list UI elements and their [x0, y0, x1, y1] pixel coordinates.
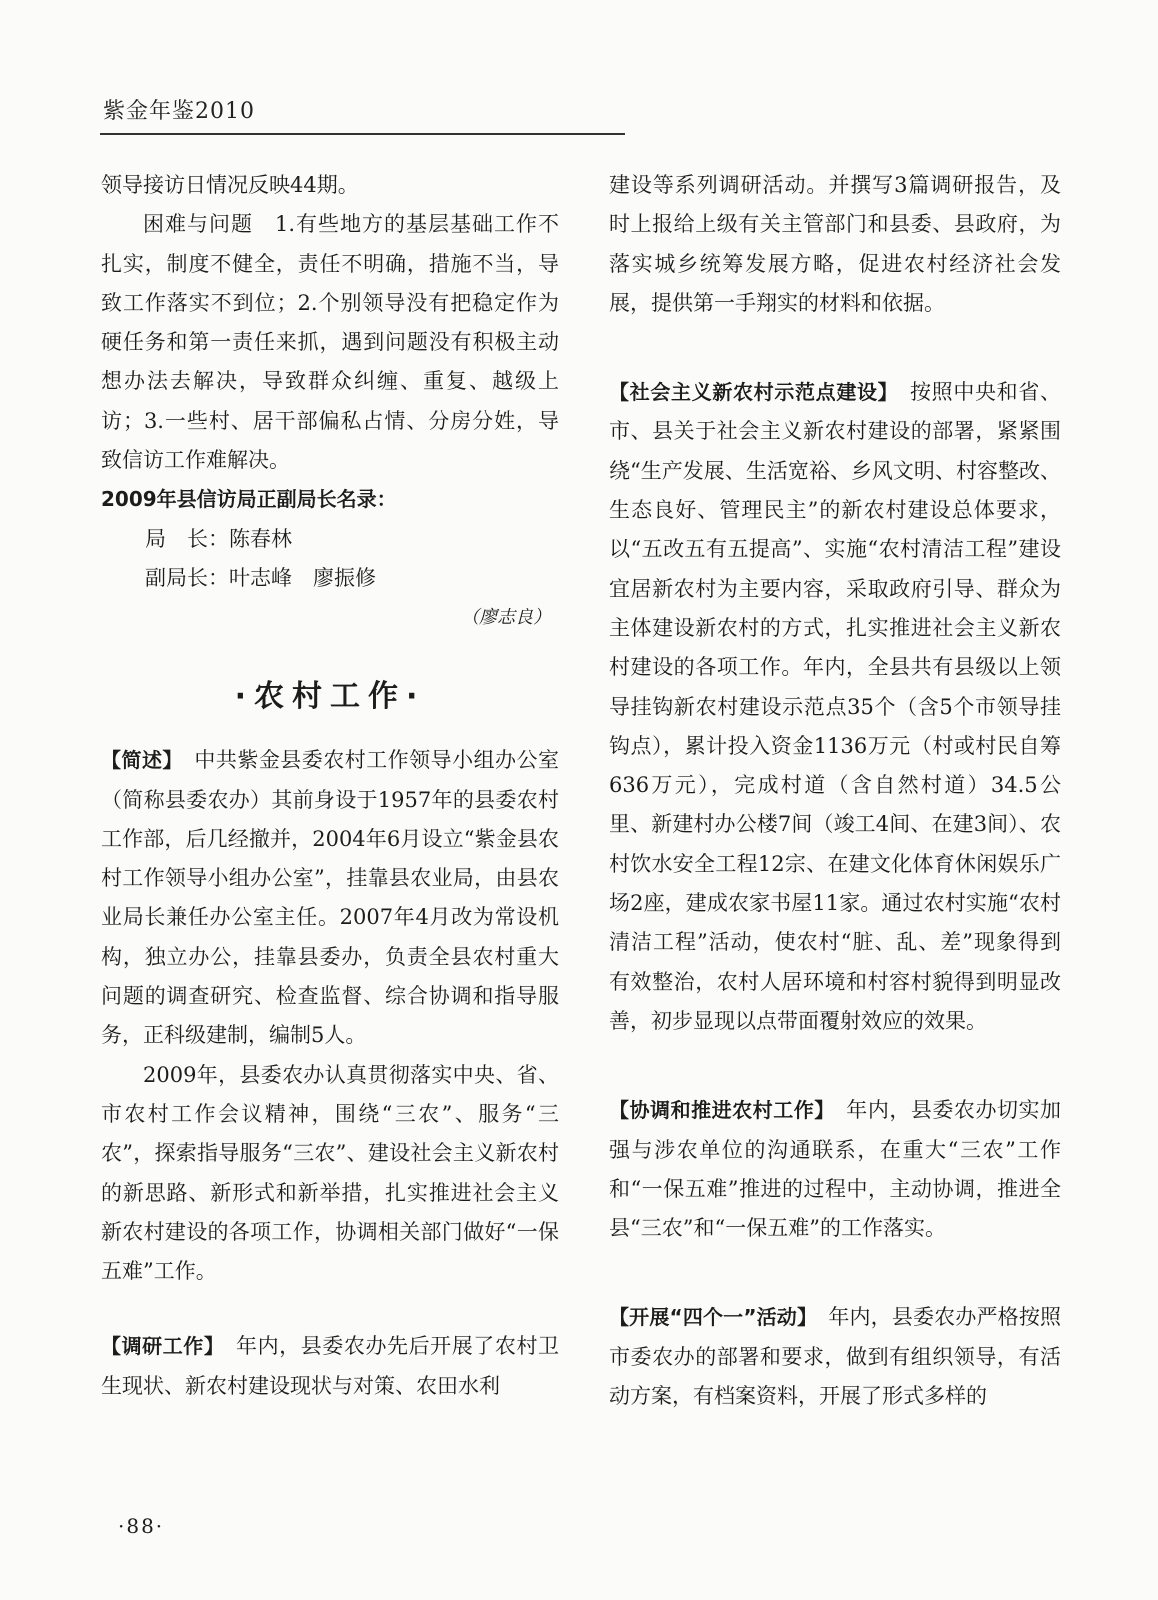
paragraph-difficulties	[101, 205, 559, 480]
research-label: 【调研工作】	[101, 1334, 215, 1359]
roster-title: 2009年县信访局正副局长名录：	[101, 487, 397, 512]
paragraph-research-continued: 建设等系列调研活动。并撰写3篇调研报告，及时上报给上级有关主管部门和县委、县政府，为落实城乡统筹发展方略，促进农村经济社会发展，提供第一手翔实的材料和依据。	[609, 173, 1061, 315]
right-column	[609, 166, 1061, 1416]
paragraph-research	[101, 1327, 559, 1406]
page-number: ·88·	[118, 1514, 165, 1538]
roster-director: 局 长：陈春林	[145, 526, 292, 551]
running-title: 紫金年鉴2010	[103, 99, 255, 124]
difficulties-label: 困难与问题	[143, 212, 253, 237]
paragraph-2009: 2009年，县委农办认真贯彻落实中央、省、市农村工作会议精神，围绕“三农”、服务“三农”，探索指导服务“三农”、建设社会主义新农村的新思路、新形式和新举措，扎实推进社会主义新农村建设的各项工作，协调相关部门做好“一保五难”工作。	[101, 1062, 559, 1284]
paragraph-overview	[101, 741, 559, 1055]
coordination-text: 年内，县委农办切实加强与涉农单位的沟通联系，在重大“三农”工作和“一保五难”推进的过程中，主动协调，推进全县“三农”和“一保五难”的工作落实。	[609, 1098, 1062, 1241]
coordination-label: 【协调和推进农村工作】	[609, 1098, 825, 1123]
overview-label: 【简述】	[101, 748, 173, 773]
roster-deputy: 副局长：叶志峰 廖振修	[145, 565, 376, 590]
demo-text: 按照中央和省、市、县关于社会主义新农村建设的部署，紧紧围绕“生产发展、生活宽裕、乡风文明、村容整改、生态良好、管理民主”的新农村建设总体要求，以“五改五有五提高”、实施“农村清洁工程”建设宜居新农村为主要内容，采取政府引导、群众为主体建设新农村的方式，扎实推进社会主义新农村建设的各项工作。年内，全县共有县级以上领导挂钩新农村建设示范点35个（含5个市领导挂钩点），累计投入资金1136万元（村或村民自筹636万元），完成村道（含自然村道）34.5公里、新建村办公楼7间（竣工4间、在建3间）、农村饮水安全工程12宗、在建文化体育休闲娱乐广场2座，建成农家书屋11家。通过农村实施“农村清洁工程”活动，使农村“脏、乱、差”现象得到有效整治，农村人居环境和村容村貌得到明显改善，初步显现以点带面覆射效应的效果。	[609, 380, 1062, 1033]
research-text: 年内，县委农办先后开展了农村卫生现状、新农村建设现状与对策、农田水利	[101, 1334, 560, 1398]
header-rule	[100, 133, 625, 135]
overview-text: 中共紫金县委农村工作领导小组办公室（简称县委农办）其前身设于1957年的县委农村工作部，后几经撤并，2004年6月设立“紫金县农村工作领导小组办公室”，挂靠县农业局，由县农业局长兼任办公室主任。2007年4月改为常设机构，独立办公，挂靠县委办，负责全县农村重大问题的调查研究、检查监督、综合协调和指导服务，正科级建制，编制5人。	[101, 748, 560, 1048]
author-signature: （廖志良）	[461, 607, 551, 629]
four-ones-text: 年内，县委农办严格按照市委农办的部署和要求，做到有组织领导，有活动方案，有档案资料，开展了形式多样的	[609, 1305, 1061, 1409]
paragraph-coordination	[609, 1091, 1061, 1248]
section-title-rural-work: ·农村工作·	[234, 679, 426, 715]
paragraph-petition-summary: 领导接访日情况反映44期。	[101, 173, 359, 197]
demo-label: 【社会主义新农村示范点建设】	[609, 380, 889, 405]
paragraph-four-ones	[609, 1298, 1061, 1416]
paragraph-demo-sites	[609, 373, 1061, 1041]
left-column	[101, 166, 559, 1406]
difficulties-text: 1.有些地方的基层基础工作不扎实，制度不健全，责任不明确，措施不当，导致工作落实不到位；2.个别领导没有把稳定作为硬任务和第一责任来抓，遇到问题没有积极主动想办法去解决，导致群众纠缠、重复、越级上访；3.一些村、居干部偏私占情、分房分姓，导致信访工作难解决。	[101, 212, 560, 473]
four-ones-label: 【开展“四个一”活动】	[609, 1305, 808, 1330]
